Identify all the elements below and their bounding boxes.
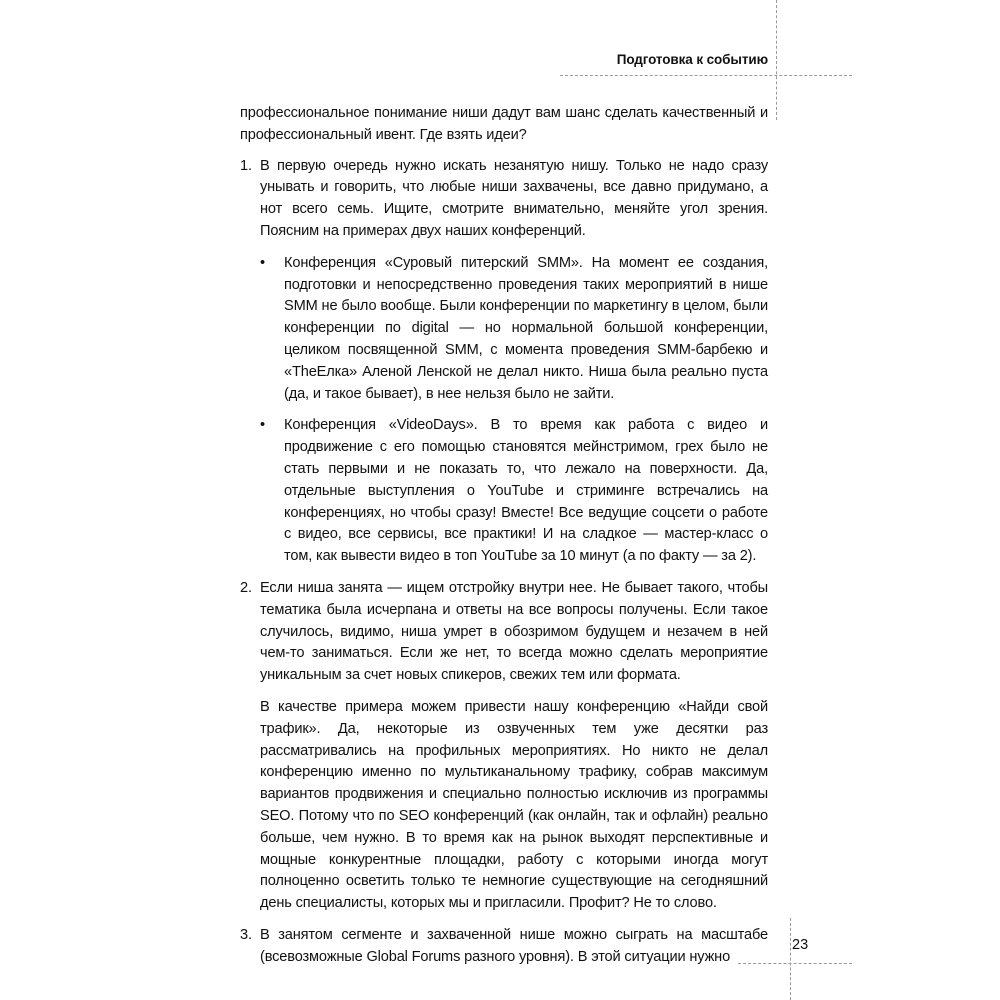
bullet-text: Конференция «Суровый питерский SMM». На момент ее создания, подготовки и непосредственно проведения таких мероприятий в нише SMM не было вообще. Были конференции по маркетингу в целом, были конференции по digital — но нормальной большой конференции, целиком посвященной SMM, с момента проведения SMM-барбекю и «TheЕлка» Аленой Ленской не делал никто. Ниша была реально пуста (да, и такое бывает), в нее нельзя было не зайти. <box>284 254 768 402</box>
list-item-2 <box>240 578 768 915</box>
bullet-text: Конференция «VideoDays». В то время как работа с видео и продвижение с его помощью становятся мейнстримом, грех было не стать первыми и не показать то, что лежало на поверхности. Да, отдельные выступления о YouTube и стриминге встречались на конференциях, но чтобы сразу! Вместе! Все ведущие соцсети о работе с видео, все сервисы, все практики! И на сладкое — мастер-класс о том, как вывести видео в топ YouTube за 10 минут (а по факту — за 2). <box>284 417 768 565</box>
list-item-3 <box>240 925 768 969</box>
crop-mark-bottom-right-vertical <box>790 918 791 1000</box>
list-item-1 <box>240 156 768 568</box>
bullet-marker: • <box>260 254 265 271</box>
crop-mark-top-right-horizontal <box>560 75 852 76</box>
crop-mark-top-right-vertical <box>776 0 777 120</box>
list-item-text-continued: В качестве примера можем привести нашу конференцию «Найди свой трафик». Да, некоторые из озвученных тем уже десятки раз рассматривались на профильных мероприятиях. Но никто не делал конференцию именно по мультиканальному трафику, собрав максимум вариантов продвижения и специально полностью исключив из программы SEO. Потому что по SEO конференций (как онлайн, так и офлайн) реально больше, чем нужно. В то время как на рынок выходят перспективные и мощные конкурентные площадки, работу с которыми иногда могут полноценно осветить только те немногие существующие на сегодняшний день специалисты, которых мы и пригласили. Профит? Не то слово. <box>260 698 768 912</box>
bullet-item <box>240 415 768 568</box>
bullet-item <box>240 253 768 406</box>
list-number: 3. <box>240 926 252 943</box>
list-number: 1. <box>240 157 252 174</box>
intro-paragraph: профессиональное понимание ниши дадут вам шанс сделать качественный и профессиональный ивент. Где взять идеи? <box>240 105 768 143</box>
list-item-text: В первую очередь нужно искать незанятую нишу. Только не надо сразу унывать и говорить, что любые ниши захвачены, все давно придумано, а нот всего семь. Ищите, смотрите внимательно, меняйте угол зрения. Поясним на примерах двух наших конференций. <box>260 157 768 239</box>
list-item-text: Если ниша занята — ищем отстройку внутри нее. Не бывает такого, чтобы тематика была исчерпана и ответы на все вопросы получены. Если такое случилось, видимо, ниша умрет в обозримом будущем и незачем в ней чем-то заниматься. Если же нет, то всегда можно сделать мероприятие уникальным за счет новых спикеров, свежих тем или формата. <box>260 579 768 684</box>
bullet-marker: • <box>260 417 265 434</box>
running-header: Подготовка к событию <box>616 52 768 67</box>
list-number: 2. <box>240 579 252 596</box>
page-body <box>240 103 768 978</box>
list-item-text: В занятом сегменте и захваченной нише можно сыграть на масштабе (всевозможные Global Forums разного уровня). В этой ситуации нужно <box>260 926 768 965</box>
page-number: 23 <box>792 937 809 953</box>
